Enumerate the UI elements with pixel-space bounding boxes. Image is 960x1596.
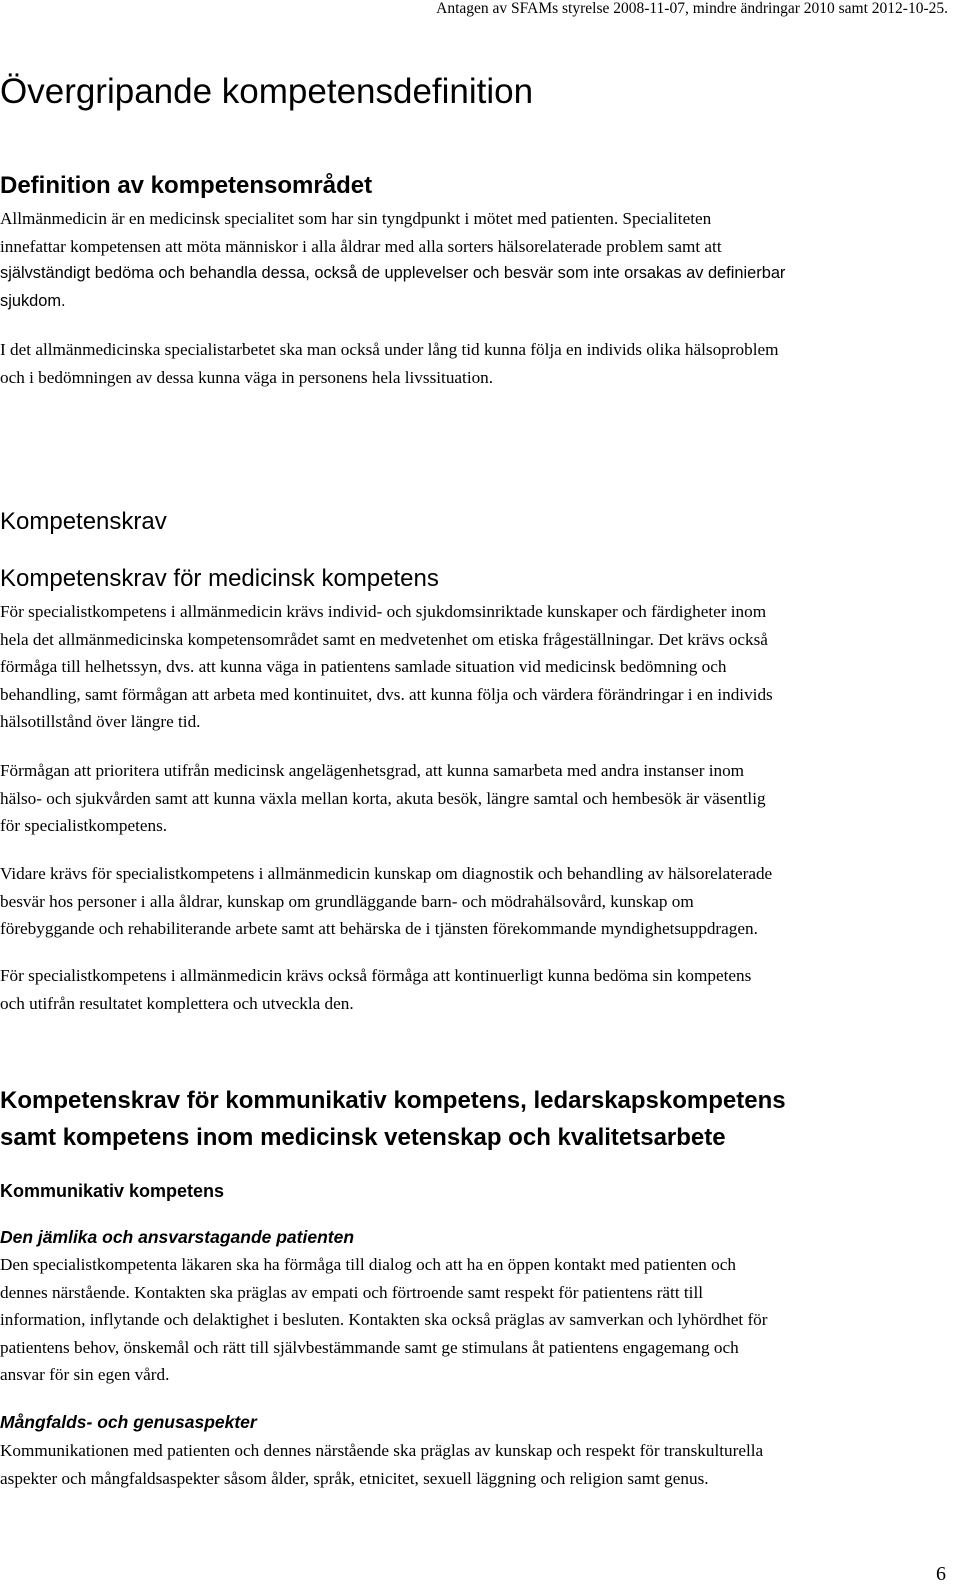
page-number: 6 (936, 1563, 946, 1585)
text-line: För specialistkompetens i allmänmedicin krävs individ- och sjukdomsinriktade kunskaper och färdigheter inom (0, 602, 767, 621)
text-line: Vidare krävs för specialistkompetens i allmänmedicin kunskap om diagnostik och behandling av hälsorelaterade (0, 864, 773, 883)
section-heading-kompetenskrav: Kompetenskrav (0, 508, 167, 535)
section-heading-kommunikativ-line1: Kompetenskrav för kommunikativ kompetens, ledarskapskompetens (0, 1087, 786, 1114)
paragraph-medicinsk-1 (0, 598, 773, 736)
text-line: förebyggande och rehabiliterande arbete samt att behärska de i tjänsten förekommande myndighetsuppdragen. (0, 919, 758, 938)
text-line: innefattar kompetensen att möta människor i alla åldrar med alla sorters hälsorelaterade problem samt att (0, 236, 722, 256)
paragraph-definition-1 (0, 205, 785, 315)
text-line: ansvar för sin egen vård. (0, 1365, 170, 1384)
subsubheading-jamlika-patienten: Den jämlika och ansvarstagande patienten (0, 1227, 355, 1247)
text-line: besvär hos personer i alla åldrar, kunskap om grundläggande barn- och mödrahälsovård, kunskap om (0, 891, 694, 911)
text-line: och i bedömningen av dessa kunna väga in personens hela livssituation. (0, 367, 494, 387)
text-line: förmåga till helhetssyn, dvs. att kunna väga in patientens samlade situation vid medicinsk bedömning och (0, 657, 727, 676)
document-header-note: Antagen av SFAMs styrelse 2008-11-07, mindre ändringar 2010 samt 2012-10-25. (436, 0, 948, 17)
paragraph-jamlika-patienten (0, 1251, 767, 1389)
text-line: Förmågan att prioritera utifrån medicinsk angelägenhetsgrad, att kunna samarbeta med andra instanser inom (0, 761, 745, 780)
text-line: hälso- och sjukvården samt att kunna växla mellan korta, akuta besök, längre samtal och hembesök är väsentlig (0, 788, 766, 808)
text-line: aspekter och mångfaldsaspekter såsom ålder, språk, etnicitet, sexuell läggning och religion samt genus. (0, 1468, 709, 1488)
text-line: Den specialistkompetenta läkaren ska ha förmåga till dialog och att ha en öppen kontakt med patienten och (0, 1255, 736, 1274)
text-line: hälsotillstånd över längre tid. (0, 712, 201, 731)
text-line: självständigt bedöma och behandla dessa, också de upplevelser och besvär som inte orsakas av definierbar (0, 264, 786, 282)
subheading-kommunikativ-kompetens: Kommunikativ kompetens (0, 1181, 225, 1201)
text-line: och utifrån resultatet komplettera och utveckla den. (0, 993, 354, 1013)
paragraph-medicinsk-3 (0, 860, 772, 943)
text-line: hela det allmänmedicinska kompetensområdet samt en medvetenhet om etiska frågeställningar. Det krävs också (0, 629, 768, 649)
paragraph-medicinsk-2 (0, 757, 766, 840)
text-line: dennes närstående. Kontakten ska präglas av empati och förtroende samt respekt för patientens rätt till (0, 1282, 704, 1302)
section-heading-kommunikativ-line2: samt kompetens inom medicinsk vetenskap och kvalitetsarbete (0, 1124, 726, 1151)
text-line: patientens behov, önskemål och rätt till självbestämmande samt ge stimulans åt patientens engagemang och (0, 1337, 739, 1357)
paragraph-mangfald-genus (0, 1437, 763, 1492)
paragraph-definition-2 (0, 336, 778, 391)
text-line: Kommunikationen med patienten och dennes närstående ska präglas av kunskap och respekt för transkulturella (0, 1441, 764, 1460)
text-line: information, inflytande och delaktighet i besluten. Kontakten ska också präglas av samverkan och lyhördhet för (0, 1310, 768, 1329)
page-title: Övergripande kompetensdefinition (0, 72, 534, 111)
text-line: Allmänmedicin är en medicinsk specialitet som har sin tyngdpunkt i mötet med patienten. Specialiteten (0, 209, 712, 228)
paragraph-medicinsk-4 (0, 962, 751, 1017)
section-heading-definition: Definition av kompetensområdet (0, 172, 373, 199)
subsubheading-mangfald-genus: Mångfalds- och genusaspekter (0, 1412, 257, 1432)
text-line: För specialistkompetens i allmänmedicin krävs också förmåga att kontinuerligt kunna bedöma sin kompetens (0, 966, 752, 985)
subheading-medicinsk-kompetens: Kompetenskrav för medicinsk kompetens (0, 565, 439, 592)
text-line: behandling, samt förmågan att arbeta med kontinuitet, dvs. att kunna följa och värdera förändringar i en individs (0, 684, 773, 704)
text-line: för specialistkompetens. (0, 816, 168, 835)
text-line: sjukdom. (0, 291, 66, 310)
text-line: I det allmänmedicinska specialistarbetet ska man också under lång tid kunna följa en individs olika hälsoproblem (0, 340, 779, 359)
